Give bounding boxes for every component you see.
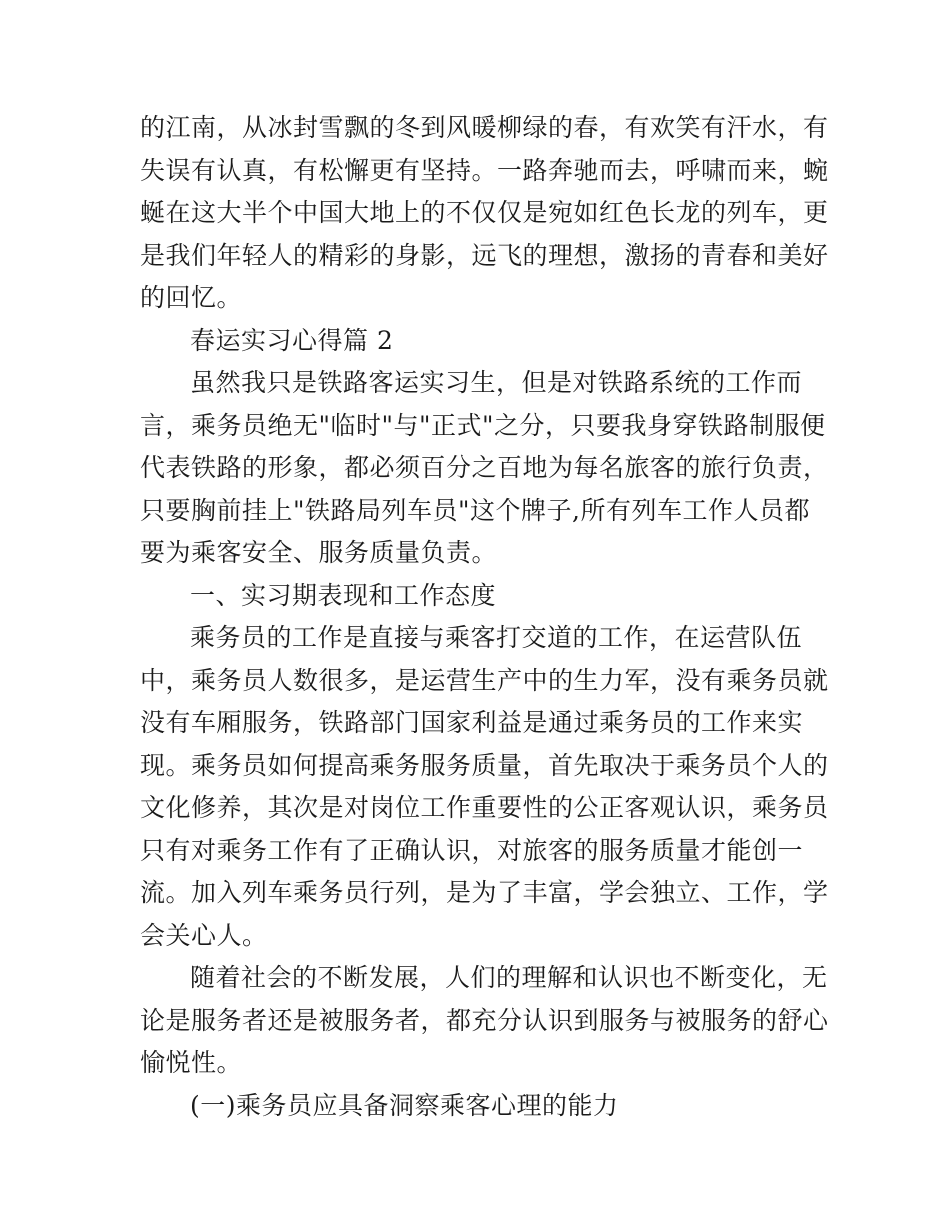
paragraph-line: 乘务员的工作是直接与乘客打交道的工作，在运营队伍 [190, 623, 803, 652]
paragraph-line: 只有对乘务工作有了正确认识，对旅客的服务质量才能创一 [140, 836, 804, 865]
subsection-heading: (一)乘务员应具备洞察乘客心理的能力 [190, 1091, 619, 1120]
paragraph-line: 是我们年轻人的精彩的身影，远飞的理想，激扬的青春和美好 [140, 241, 829, 270]
paragraph-line: 的江南，从冰封雪飘的冬到风暖柳绿的春，有欢笑有汗水，有 [140, 113, 829, 142]
subsection-heading: 一、实习期表现和工作态度 [190, 581, 497, 610]
paragraph-line: 流。加入列车乘务员行列，是为了丰富，学会独立、工作，学 [140, 878, 829, 907]
paragraph-line: 的回忆。 [140, 283, 243, 312]
paragraph-line: 代表铁路的形象，都必须百分之百地为每名旅客的旅行负责， [140, 453, 829, 482]
paragraph-line: 现。乘务员如何提高乘务服务质量，首先取决于乘务员个人的 [140, 751, 829, 780]
paragraph-line: 要为乘客安全、服务质量负责。 [140, 538, 498, 567]
paragraph-line: 言，乘务员绝无"临时"与"正式"之分，只要我身穿铁路制服便 [140, 411, 826, 440]
paragraph-line: 虽然我只是铁路客运实习生，但是对铁路系统的工作而 [190, 368, 803, 397]
paragraph-line: 随着社会的不断发展，人们的理解和认识也不断变化，无 [190, 963, 828, 992]
paragraph-line: 只要胸前挂上"铁路局列车员"这个牌子,所有列车工作人员都 [140, 496, 810, 525]
paragraph-line: 蜒在这大半个中国大地上的不仅仅是宛如红色长龙的列车，更 [140, 198, 829, 227]
section-heading: 春运实习心得篇 2 [190, 326, 394, 355]
paragraph-line: 文化修养，其次是对岗位工作重要性的公正客观认识，乘务员 [140, 793, 829, 822]
paragraph-line: 中，乘务员人数很多，是运营生产中的生力军，没有乘务员就 [140, 666, 829, 695]
paragraph-line: 愉悦性。 [140, 1048, 243, 1077]
paragraph-line: 没有车厢服务，铁路部门国家利益是通过乘务员的工作来实 [140, 708, 804, 737]
paragraph-line: 论是服务者还是被服务者，都充分认识到服务与被服务的舒心 [140, 1006, 829, 1035]
paragraph-line: 会关心人。 [140, 921, 268, 950]
paragraph-line: 失误有认真，有松懈更有坚持。一路奔驰而去，呼啸而来，蜿 [140, 156, 829, 185]
